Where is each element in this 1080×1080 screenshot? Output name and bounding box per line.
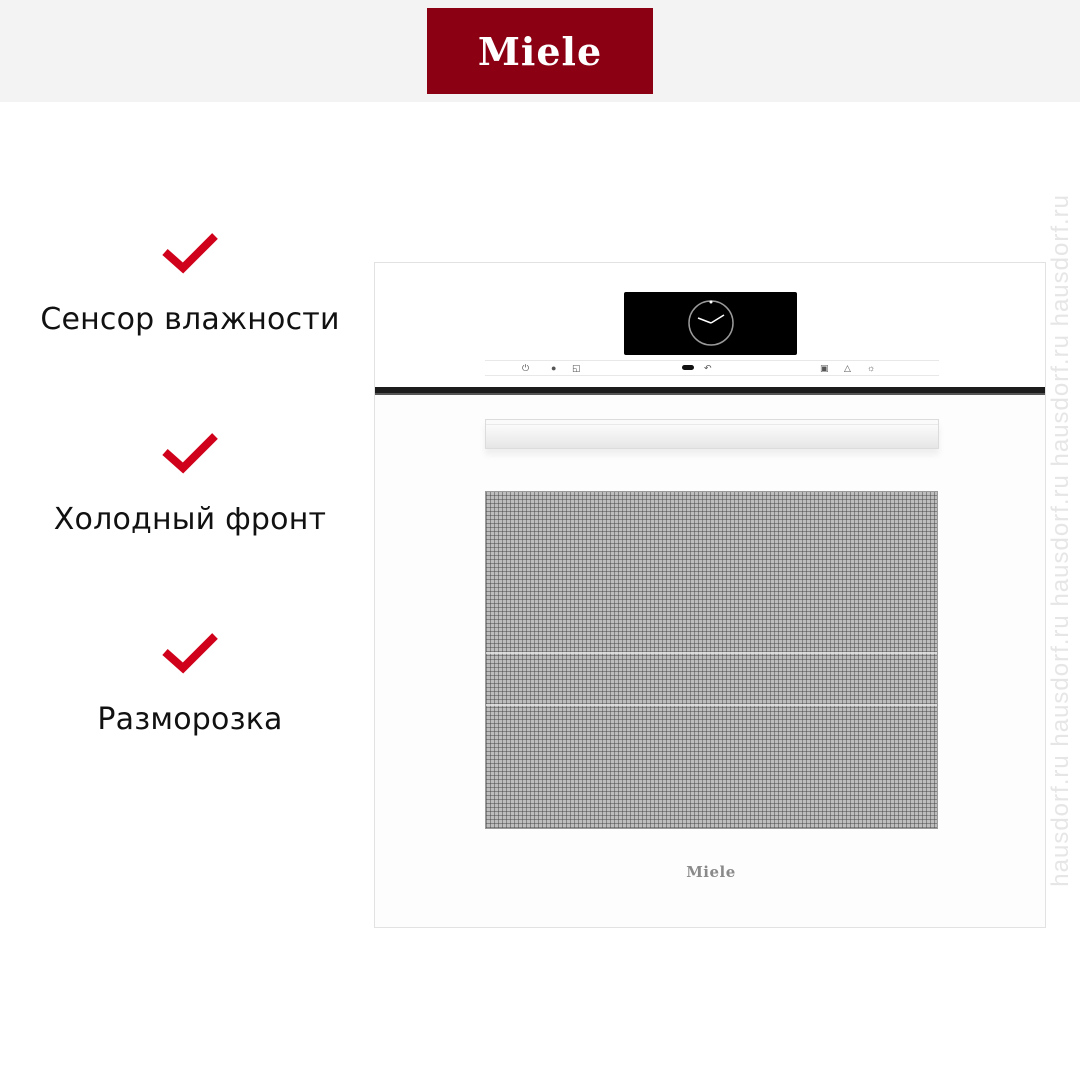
oven-display [624, 292, 797, 355]
oven-window [485, 491, 938, 829]
watermark-text: hausdorf.ru hausdorf.ru hausdorf.ru hausdorf.ru hausdorf.ru [1047, 193, 1074, 887]
brand-logo-text: Miele [477, 28, 603, 74]
feature-label: Сенсор влажности [40, 302, 340, 337]
checkmark-icon [161, 632, 219, 674]
rack-line [486, 652, 937, 654]
power-icon[interactable]: ⏻ [522, 363, 530, 373]
dot-icon[interactable]: ● [551, 363, 557, 373]
clock-icon [686, 298, 736, 348]
control-panel [375, 263, 1045, 387]
feature-item [20, 432, 360, 537]
watermark [1046, 0, 1076, 1080]
vent-strip [375, 387, 1045, 395]
touch-control-bar [485, 360, 939, 376]
feature-label: Разморозка [97, 702, 283, 737]
bell-icon[interactable]: △ [844, 363, 851, 373]
feature-item [20, 632, 360, 737]
feature-item [20, 232, 360, 337]
feature-label: Холодный фронт [53, 502, 327, 537]
header-band [0, 0, 1080, 102]
light-icon[interactable]: ☼ [867, 363, 876, 373]
door-handle [485, 419, 939, 449]
checkmark-icon [161, 432, 219, 474]
program-icon[interactable]: ▣ [820, 363, 829, 373]
pill-icon[interactable] [682, 365, 694, 370]
rack-line [486, 704, 937, 706]
oven-front-logo: Miele [686, 863, 736, 881]
timer-icon[interactable]: ◱ [572, 363, 581, 373]
back-icon[interactable]: ↶ [704, 363, 712, 373]
oven-image [374, 262, 1046, 928]
checkmark-icon [161, 232, 219, 274]
brand-logo [427, 8, 653, 94]
